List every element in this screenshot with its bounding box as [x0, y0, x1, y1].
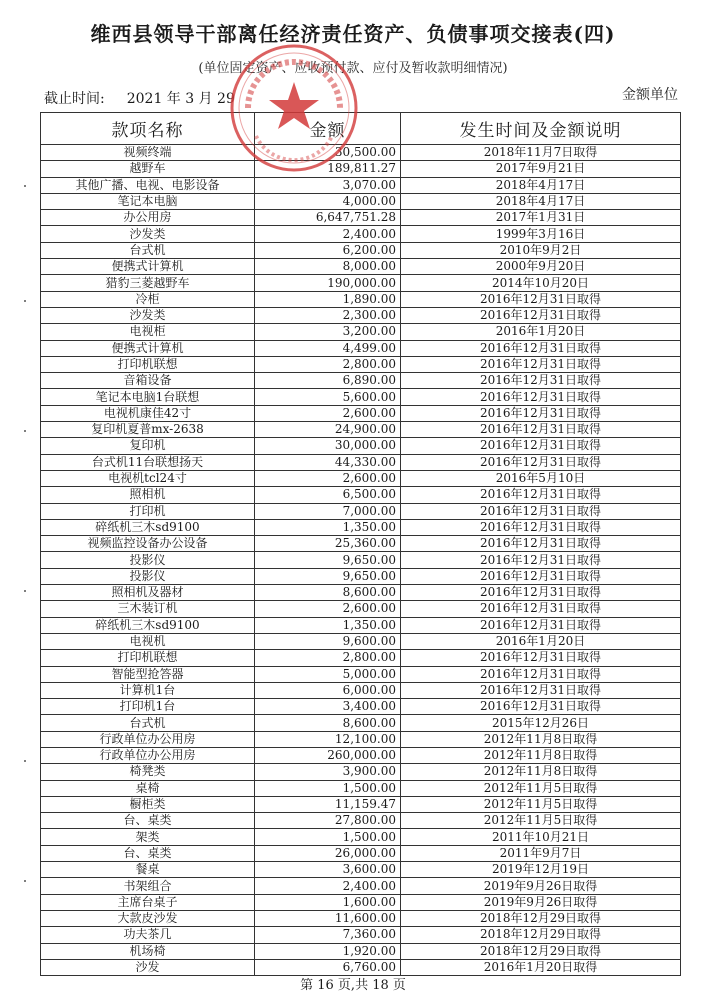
cell-amount: 6,000.00 [255, 682, 401, 698]
cell-item-name: 猎豹三菱越野车 [41, 275, 255, 291]
cell-item-name: 电视机 [41, 633, 255, 649]
cell-item-name: 打印机联想 [41, 356, 255, 372]
cell-time-note: 2019年12月19日 [401, 862, 681, 878]
table-row [41, 552, 681, 568]
cell-amount: 30,500.00 [255, 145, 401, 161]
cutoff-date-label: 截止时间: [44, 91, 105, 107]
table-row [41, 927, 681, 943]
cell-amount: 26,000.00 [255, 845, 401, 861]
cell-amount: 1,500.00 [255, 829, 401, 845]
cell-item-name: 智能型抢答器 [41, 666, 255, 682]
cell-time-note: 2010年9月2日 [401, 242, 681, 258]
cell-item-name: 打印机1台 [41, 699, 255, 715]
cell-amount: 4,000.00 [255, 193, 401, 209]
table-row [41, 519, 681, 535]
scan-speck [24, 880, 26, 882]
cell-time-note: 2018年12月29日取得 [401, 910, 681, 926]
cell-time-note: 2012年11月8日取得 [401, 731, 681, 747]
cell-time-note: 2017年1月31日 [401, 210, 681, 226]
cell-time-note: 2000年9月20日 [401, 259, 681, 275]
cell-item-name: 视频终端 [41, 145, 255, 161]
cell-amount: 3,200.00 [255, 324, 401, 340]
cell-item-name: 音箱设备 [41, 373, 255, 389]
cell-time-note: 2016年1月20日取得 [401, 959, 681, 975]
cell-amount: 2,400.00 [255, 878, 401, 894]
cell-time-note: 2016年12月31日取得 [401, 617, 681, 633]
table-row [41, 568, 681, 584]
cell-item-name: 电视机tcl24寸 [41, 470, 255, 486]
cell-item-name: 便携式计算机 [41, 259, 255, 275]
cell-amount: 6,760.00 [255, 959, 401, 975]
cell-time-note: 2016年5月10日 [401, 470, 681, 486]
cell-time-note: 2016年12月31日取得 [401, 519, 681, 535]
cell-time-note: 2016年12月31日取得 [401, 585, 681, 601]
cell-time-note: 2016年12月31日取得 [401, 454, 681, 470]
table-row [41, 226, 681, 242]
cell-time-note: 2018年4月17日 [401, 177, 681, 193]
cell-item-name: 餐桌 [41, 862, 255, 878]
cell-item-name: 碎纸机三木sd9100 [41, 617, 255, 633]
table-row [41, 373, 681, 389]
cell-amount: 1,600.00 [255, 894, 401, 910]
cell-time-note: 2012年11月5日取得 [401, 813, 681, 829]
cell-time-note: 2016年12月31日取得 [401, 356, 681, 372]
cell-time-note: 2016年12月31日取得 [401, 405, 681, 421]
scan-speck [24, 300, 26, 302]
cell-amount: 6,500.00 [255, 487, 401, 503]
table-row [41, 389, 681, 405]
cell-time-note: 2017年9月21日 [401, 161, 681, 177]
cutoff-date-value: 2021 年 3 月 29 [126, 91, 235, 107]
cell-time-note: 2012年11月8日取得 [401, 764, 681, 780]
cell-amount: 11,159.47 [255, 796, 401, 812]
table-row [41, 650, 681, 666]
cell-item-name: 台、桌类 [41, 845, 255, 861]
cell-item-name: 办公用房 [41, 210, 255, 226]
cutoff-date [44, 88, 235, 108]
table-row [41, 813, 681, 829]
cell-amount: 9,650.00 [255, 552, 401, 568]
cell-item-name: 台、桌类 [41, 813, 255, 829]
cell-amount: 7,000.00 [255, 503, 401, 519]
cell-amount: 189,811.27 [255, 161, 401, 177]
cell-item-name: 碎纸机三木sd9100 [41, 519, 255, 535]
table-row [41, 210, 681, 226]
cell-time-note: 2012年11月8日取得 [401, 747, 681, 763]
cell-item-name: 桌椅 [41, 780, 255, 796]
cell-amount: 2,600.00 [255, 601, 401, 617]
cell-time-note: 2011年9月7日 [401, 845, 681, 861]
cell-time-note: 2015年12月26日 [401, 715, 681, 731]
table-row [41, 242, 681, 258]
cell-item-name: 椅凳类 [41, 764, 255, 780]
table-body [41, 145, 681, 976]
cell-amount: 8,600.00 [255, 585, 401, 601]
cell-time-note: 1999年3月16日 [401, 226, 681, 242]
table-row [41, 340, 681, 356]
table-row [41, 715, 681, 731]
table-row [41, 275, 681, 291]
cell-item-name: 计算机1台 [41, 682, 255, 698]
cell-amount: 1,350.00 [255, 519, 401, 535]
cell-amount: 2,800.00 [255, 356, 401, 372]
cell-amount: 3,900.00 [255, 764, 401, 780]
cell-time-note: 2016年1月20日 [401, 324, 681, 340]
table-row [41, 585, 681, 601]
cell-amount: 2,800.00 [255, 650, 401, 666]
cell-time-note: 2016年12月31日取得 [401, 291, 681, 307]
cell-amount: 2,400.00 [255, 226, 401, 242]
cell-item-name: 笔记本电脑 [41, 193, 255, 209]
cell-amount: 8,600.00 [255, 715, 401, 731]
cell-time-note: 2016年12月31日取得 [401, 699, 681, 715]
cell-item-name: 视频监控设备办公设备 [41, 536, 255, 552]
cell-time-note: 2019年9月26日取得 [401, 894, 681, 910]
cell-item-name: 其他广播、电视、电影设备 [41, 177, 255, 193]
cell-time-note: 2016年12月31日取得 [401, 389, 681, 405]
table-row [41, 177, 681, 193]
cell-amount: 8,000.00 [255, 259, 401, 275]
cell-item-name: 功夫茶几 [41, 927, 255, 943]
cell-item-name: 冷柜 [41, 291, 255, 307]
cell-amount: 24,900.00 [255, 422, 401, 438]
cell-amount: 190,000.00 [255, 275, 401, 291]
cell-amount: 5,000.00 [255, 666, 401, 682]
cell-item-name: 台式机 [41, 715, 255, 731]
table-row [41, 747, 681, 763]
cell-time-note: 2016年12月31日取得 [401, 536, 681, 552]
cell-amount: 1,500.00 [255, 780, 401, 796]
cell-item-name: 机场椅 [41, 943, 255, 959]
cell-amount: 4,499.00 [255, 340, 401, 356]
cell-amount: 1,920.00 [255, 943, 401, 959]
table-row [41, 454, 681, 470]
table-row [41, 878, 681, 894]
cell-amount: 25,360.00 [255, 536, 401, 552]
cell-time-note: 2016年12月31日取得 [401, 487, 681, 503]
cell-time-note: 2016年12月31日取得 [401, 601, 681, 617]
cell-time-note: 2011年10月21日 [401, 829, 681, 845]
table-row [41, 259, 681, 275]
table-row [41, 682, 681, 698]
scan-speck [24, 590, 26, 592]
cell-item-name: 便携式计算机 [41, 340, 255, 356]
cell-item-name: 打印机联想 [41, 650, 255, 666]
cell-item-name: 大款皮沙发 [41, 910, 255, 926]
cell-amount: 5,600.00 [255, 389, 401, 405]
cell-amount: 6,647,751.28 [255, 210, 401, 226]
cell-amount: 6,890.00 [255, 373, 401, 389]
cell-item-name: 沙发类 [41, 307, 255, 323]
table-row [41, 307, 681, 323]
scan-speck [24, 185, 26, 187]
cell-item-name: 台式机 [41, 242, 255, 258]
table-row [41, 829, 681, 845]
asset-ledger-table [40, 112, 681, 976]
cell-amount: 44,330.00 [255, 454, 401, 470]
table-row [41, 601, 681, 617]
table-row [41, 764, 681, 780]
cell-time-note: 2018年12月29日取得 [401, 927, 681, 943]
cell-amount: 1,350.00 [255, 617, 401, 633]
cell-time-note: 2018年12月29日取得 [401, 943, 681, 959]
cell-amount: 3,600.00 [255, 862, 401, 878]
cell-amount: 2,600.00 [255, 470, 401, 486]
cell-amount: 27,800.00 [255, 813, 401, 829]
header-time-note: 发生时间及金额说明 [401, 113, 681, 145]
table-row [41, 438, 681, 454]
cell-item-name: 三木装订机 [41, 601, 255, 617]
header-item-name: 款项名称 [41, 113, 255, 145]
table-row [41, 910, 681, 926]
cell-item-name: 主席台桌子 [41, 894, 255, 910]
scan-speck [24, 760, 26, 762]
table-row [41, 422, 681, 438]
cell-amount: 12,100.00 [255, 731, 401, 747]
cell-item-name: 行政单位办公用房 [41, 747, 255, 763]
cell-time-note: 2014年10月20日 [401, 275, 681, 291]
table-row [41, 536, 681, 552]
cell-item-name: 电视机康佳42寸 [41, 405, 255, 421]
table-row [41, 796, 681, 812]
official-seal-stamp [226, 40, 362, 176]
cell-amount: 9,600.00 [255, 633, 401, 649]
cell-time-note: 2016年12月31日取得 [401, 568, 681, 584]
table-row [41, 943, 681, 959]
cell-amount: 30,000.00 [255, 438, 401, 454]
table-row [41, 780, 681, 796]
table-row [41, 324, 681, 340]
cell-time-note: 2016年12月31日取得 [401, 552, 681, 568]
cell-amount: 3,400.00 [255, 699, 401, 715]
table-row [41, 503, 681, 519]
table-row [41, 731, 681, 747]
table-row [41, 617, 681, 633]
cell-time-note: 2016年1月20日 [401, 633, 681, 649]
cell-time-note: 2016年12月31日取得 [401, 438, 681, 454]
cell-item-name: 照相机及器材 [41, 585, 255, 601]
table-row [41, 487, 681, 503]
cell-time-note: 2016年12月31日取得 [401, 307, 681, 323]
cell-time-note: 2016年12月31日取得 [401, 503, 681, 519]
table-row [41, 356, 681, 372]
cell-time-note: 2016年12月31日取得 [401, 650, 681, 666]
table-row [41, 699, 681, 715]
cell-amount: 3,070.00 [255, 177, 401, 193]
table-row [41, 862, 681, 878]
cell-item-name: 笔记本电脑1台联想 [41, 389, 255, 405]
cell-amount: 11,600.00 [255, 910, 401, 926]
header-amount: 金额 [255, 113, 401, 145]
cell-amount: 7,360.00 [255, 927, 401, 943]
table-row [41, 845, 681, 861]
page-number: 第 16 页,共 18 页 [300, 978, 406, 993]
cell-time-note: 2016年12月31日取得 [401, 422, 681, 438]
amount-unit-label: 金额单位 [622, 87, 678, 103]
cell-item-name: 书架组合 [41, 878, 255, 894]
cell-item-name: 电视柜 [41, 324, 255, 340]
cell-time-note: 2012年11月5日取得 [401, 780, 681, 796]
cell-time-note: 2012年11月5日取得 [401, 796, 681, 812]
scan-speck [24, 430, 26, 432]
cell-item-name: 投影仪 [41, 552, 255, 568]
cell-item-name: 橱柜类 [41, 796, 255, 812]
cell-amount: 6,200.00 [255, 242, 401, 258]
document-title: 维西县领导干部离任经济责任资产、负债事项交接表(四) [90, 22, 616, 46]
cell-time-note: 2016年12月31日取得 [401, 682, 681, 698]
table-row [41, 633, 681, 649]
cell-item-name: 复印机 [41, 438, 255, 454]
cell-amount: 9,650.00 [255, 568, 401, 584]
cell-amount: 2,300.00 [255, 307, 401, 323]
cell-item-name: 打印机 [41, 503, 255, 519]
cell-amount: 1,890.00 [255, 291, 401, 307]
cell-amount: 260,000.00 [255, 747, 401, 763]
table-row [41, 470, 681, 486]
cell-item-name: 架类 [41, 829, 255, 845]
table-row [41, 193, 681, 209]
cell-amount: 2,600.00 [255, 405, 401, 421]
cell-item-name: 投影仪 [41, 568, 255, 584]
table-row [41, 405, 681, 421]
cell-time-note: 2016年12月31日取得 [401, 373, 681, 389]
cell-item-name: 越野车 [41, 161, 255, 177]
cell-item-name: 照相机 [41, 487, 255, 503]
cell-time-note: 2019年9月26日取得 [401, 878, 681, 894]
cell-time-note: 2016年12月31日取得 [401, 666, 681, 682]
table-row [41, 666, 681, 682]
cell-item-name: 沙发 [41, 959, 255, 975]
table-row [41, 291, 681, 307]
cell-time-note: 2016年12月31日取得 [401, 340, 681, 356]
cell-item-name: 复印机夏普mx-2638 [41, 422, 255, 438]
cell-time-note: 2018年4月17日 [401, 193, 681, 209]
table-row [41, 894, 681, 910]
cell-item-name: 沙发类 [41, 226, 255, 242]
cell-item-name: 台式机11台联想扬天 [41, 454, 255, 470]
cell-time-note: 2018年11月7日取得 [401, 145, 681, 161]
document-subtitle: (单位固定资产、应收预付款、应付及暂收款明细情况) [198, 61, 508, 76]
cell-item-name: 行政单位办公用房 [41, 731, 255, 747]
